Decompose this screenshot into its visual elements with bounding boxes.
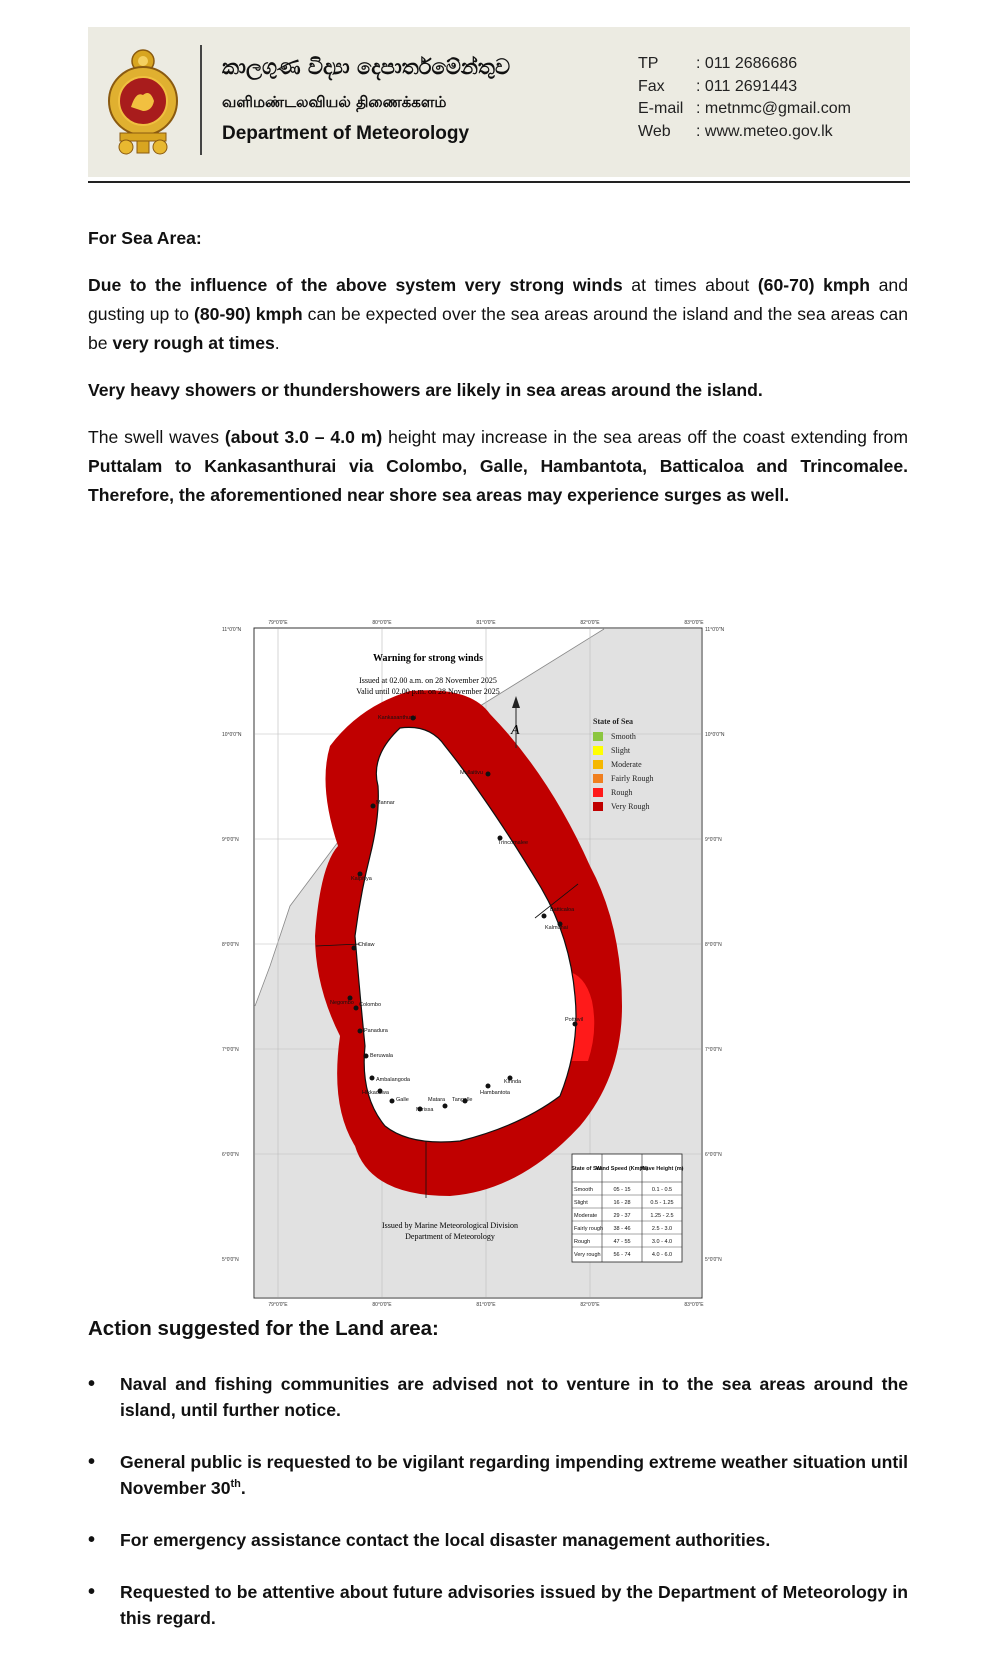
place-label: Kirinda	[504, 1079, 522, 1085]
lat-label: 5°0'0"N	[222, 1257, 239, 1263]
lon-label: 82°0'0"E	[580, 1302, 600, 1306]
place-label: Kalpitiya	[351, 876, 372, 882]
list-item: • Requested to be attentive about future advisories issued by the Department of Meteorology in this regard.	[88, 1579, 908, 1631]
table-cell: 1.25 - 2.5	[650, 1213, 674, 1219]
table-cell: Rough	[574, 1239, 591, 1245]
table-header: Wave Height (m)	[640, 1166, 684, 1172]
sea-area-paragraph-2: Very heavy showers or thundershowers are likely in sea areas around the island.	[88, 380, 763, 400]
lat-label: 9°0'0"N	[222, 837, 239, 843]
legend-swatch-rough	[593, 788, 603, 797]
table-header: Wind Speed (Kmph)	[595, 1166, 649, 1172]
map-valid-time: Valid until 02.00 p.m. on 28 November 2025	[356, 687, 500, 696]
contact-label: TP	[638, 55, 659, 72]
place-label: Hikkaduwa	[362, 1090, 389, 1096]
department-name-english: Department of Meteorology	[222, 123, 470, 144]
place-label: Trincomalee	[498, 840, 529, 846]
land-area-bullets	[88, 1371, 908, 1657]
table-cell: 0.5 - 1.25	[650, 1200, 674, 1206]
legend-swatch-slight	[593, 746, 603, 755]
contact-value: : 011 2686686	[696, 55, 798, 72]
place-label: Pottuvil	[565, 1017, 584, 1023]
table-cell: Fairly rough	[574, 1226, 604, 1232]
legend-swatch-fairly-rough	[593, 774, 603, 783]
contact-label: Fax	[638, 77, 665, 95]
lat-label: 11°0'0"N	[222, 627, 242, 633]
legend-swatch-smooth	[593, 732, 603, 741]
legend-title: State of Sea	[593, 717, 633, 726]
text-run: The swell waves	[88, 427, 225, 447]
text-run: (about 3.0 – 4.0 m)	[224, 427, 383, 447]
sea-area-paragraph-3	[88, 423, 908, 510]
contact-block	[638, 53, 851, 143]
lat-label: 10°0'0"N	[222, 732, 242, 738]
text-run: Puttalam to Kankasanthurai via Colombo, Galle, Hambantota, Batticaloa and Trincomalee. Therefore, the aforementioned near shore sea areas may experience surges as well.	[88, 456, 908, 505]
place-label: Matara	[428, 1097, 446, 1103]
list-item: • For emergency assistance contact the local disaster management authorities.	[88, 1527, 908, 1553]
place-label: Mannar	[376, 800, 395, 806]
land-area-heading: Action suggested for the Land area:	[88, 1317, 439, 1340]
contact-web	[638, 121, 851, 144]
lat-label: 11°0'0"N	[705, 627, 725, 633]
sea-area-paragraph-1	[88, 271, 908, 358]
svg-text:A: A	[511, 723, 520, 738]
lat-label: 6°0'0"N	[705, 1152, 722, 1158]
table-cell: 05 - 15	[613, 1187, 631, 1193]
text-run: Due to the influence of the above system very strong winds	[88, 275, 623, 295]
legend-label: Rough	[611, 788, 633, 797]
table-cell: 56 - 74	[613, 1252, 631, 1258]
lon-label: 83°0'0"E	[684, 620, 704, 626]
text-run: can be expected over the sea areas around the island and the sea areas can be	[88, 304, 908, 353]
table-cell: Very rough	[574, 1252, 601, 1258]
superscript: th	[230, 1478, 241, 1491]
department-name-tamil: வளிமண்டலவியல் திணைக்களம்	[222, 93, 447, 111]
lat-label: 5°0'0"N	[705, 1257, 722, 1263]
contact-value[interactable]: : metnmc@gmail.com	[696, 100, 851, 117]
department-name-sinhala: කාලගුණ විද්‍යා දෙපාර්තමේන්තුව	[222, 55, 511, 79]
lon-label: 83°0'0"E	[684, 1302, 704, 1306]
lat-label: 10°0'0"N	[705, 732, 725, 738]
issued-by-department: Department of Meteorology	[405, 1232, 495, 1241]
place-label: Batticaloa	[550, 907, 575, 913]
header-rule	[88, 181, 910, 183]
list-item: • Naval and fishing communities are advised not to venture in to the sea areas around the island, until further notice.	[88, 1371, 908, 1423]
lon-label: 82°0'0"E	[580, 620, 600, 626]
table-cell: 4.0 - 6.0	[651, 1252, 673, 1258]
table-cell: 3.0 - 4.0	[651, 1239, 673, 1245]
lon-label: 80°0'0"E	[372, 1302, 392, 1306]
text-run: (60-70) kmph	[757, 275, 871, 295]
place-label: Panadura	[364, 1028, 388, 1034]
lat-label: 7°0'0"N	[705, 1047, 722, 1053]
header-divider	[200, 45, 202, 155]
sea-area-section	[88, 224, 908, 510]
text-run: .	[274, 333, 280, 353]
legend-label: Fairly Rough	[611, 774, 654, 783]
text-run: .	[240, 1478, 246, 1498]
contact-label: E-mail	[638, 100, 684, 117]
contact-value: : 011 2691443	[696, 77, 798, 95]
legend-label: Moderate	[611, 760, 642, 769]
table-cell: 38 - 46	[613, 1226, 631, 1232]
contact-fax	[638, 76, 851, 99]
legend-label: Slight	[611, 746, 631, 755]
place-label: Colombo	[359, 1002, 382, 1008]
place-label: Negombo	[330, 1000, 354, 1006]
place-label: Kankasanthurai	[378, 715, 417, 721]
letterhead	[88, 27, 910, 177]
legend-swatch-moderate	[593, 760, 603, 769]
text-run: General public is requested to be vigilant regarding impending extreme weather situation until November 30	[120, 1452, 908, 1498]
table-cell: 47 - 55	[613, 1239, 631, 1245]
national-emblem-icon	[106, 45, 180, 157]
lat-label: 8°0'0"N	[705, 942, 722, 948]
table-cell: 0.1 - 0.5	[651, 1187, 673, 1193]
sea-state-table	[571, 1154, 683, 1262]
place-label: Beruwala	[370, 1053, 393, 1059]
place-label: Kalmunai	[545, 925, 568, 931]
place-label: Ambalangoda	[376, 1077, 410, 1083]
map-issued-time: Issued at 02.00 a.m. on 28 November 2025	[359, 676, 497, 685]
lat-label: 9°0'0"N	[705, 837, 722, 843]
lon-label: 79°0'0"E	[268, 1302, 288, 1306]
place-label: Mirissa	[416, 1107, 434, 1113]
contact-value[interactable]: : www.meteo.gov.lk	[696, 122, 833, 140]
lat-label: 8°0'0"N	[222, 942, 239, 948]
lon-label: 81°0'0"E	[476, 1302, 496, 1306]
contact-label: Web	[638, 122, 671, 140]
sea-area-heading: For Sea Area:	[88, 228, 202, 248]
sea-state-map	[220, 606, 740, 1306]
lon-label: 79°0'0"E	[268, 620, 288, 626]
map-title: Warning for strong winds	[373, 653, 483, 664]
legend-swatch-very-rough	[593, 802, 603, 811]
lat-label: 7°0'0"N	[222, 1047, 239, 1053]
list-item	[88, 1449, 908, 1501]
table-cell: Moderate	[574, 1213, 598, 1219]
contact-tp	[638, 53, 851, 76]
place-label: Mullaitivu	[460, 770, 483, 776]
table-cell: 29 - 37	[613, 1213, 631, 1219]
text-run: very rough at times	[112, 333, 275, 353]
place-label: Galle	[396, 1097, 409, 1103]
text-run: height may increase in the sea areas off the coast extending from	[382, 427, 909, 447]
lat-label: 6°0'0"N	[222, 1152, 239, 1158]
table-header: State of Sea	[571, 1166, 603, 1172]
lon-label: 81°0'0"E	[476, 620, 496, 626]
text-run: and gusting up to	[88, 275, 908, 324]
place-label: Hambantota	[480, 1090, 510, 1096]
table-cell: Smooth	[574, 1187, 593, 1193]
table-cell: 16 - 28	[613, 1200, 631, 1206]
contact-email	[638, 98, 851, 121]
legend-label: Very Rough	[611, 802, 650, 811]
text-run: (80-90) kmph	[194, 304, 303, 324]
table-cell: Slight	[574, 1200, 588, 1206]
issued-by-division: Issued by Marine Meteorological Division	[382, 1221, 518, 1230]
place-label: Chilaw	[358, 942, 375, 948]
text-run: at times about	[622, 275, 758, 295]
place-label: Tangalle	[452, 1097, 473, 1103]
table-cell: 2.5 - 3.0	[651, 1226, 673, 1232]
legend-label: Smooth	[611, 732, 636, 741]
lon-label: 80°0'0"E	[372, 620, 392, 626]
